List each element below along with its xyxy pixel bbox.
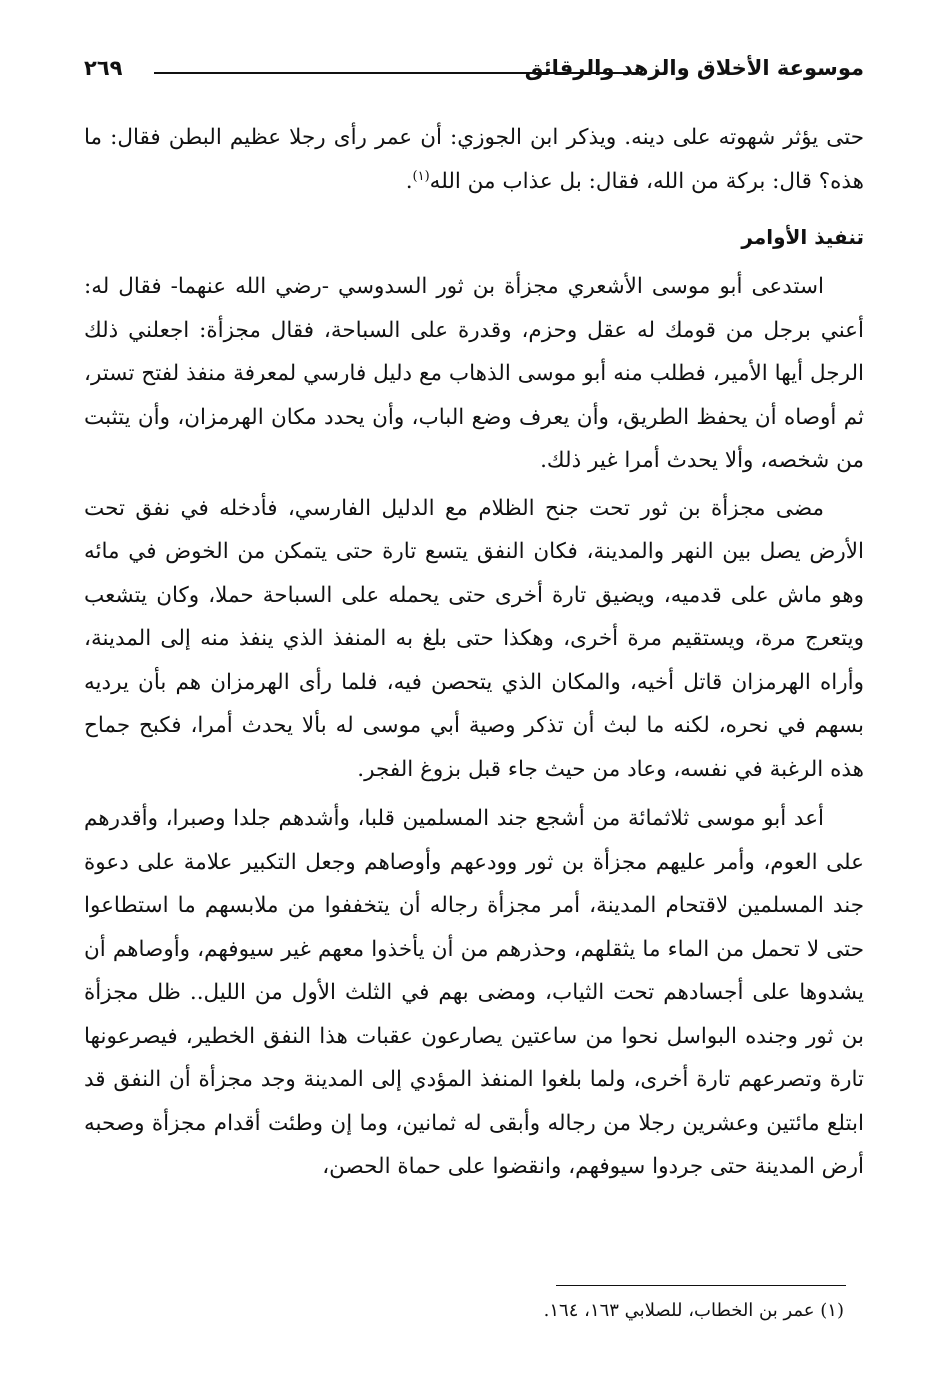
paragraph-1-text: حتى يؤثر شهوته على دينه. ويذكر ابن الجوزي: أن عمر رأى رجلا عظيم البطن فقال: ما هذه؟ قال: بركة من الله، فقال: بل عذاب من الله (84, 125, 864, 194)
paragraph-1-end: . (405, 168, 413, 194)
paragraph-3: مضى مجزأة بن ثور تحت جنح الظلام مع الدليل الفارسي، فأدخله في نفق تحت الأرض يصل بين النهر والمدينة، فكان النفق يتسع تارة حتى يتمكن من الخوض في مائه وهو ماش على قدميه، ويضيق تارة أخرى حتى يحمله على السباحة حملا، وكان يتشعب ويتعرج مرة، ويستقيم مرة أخرى، وهكذا حتى بلغ به المنفذ الذي ينفذ منه إلى المدينة، وأراه الهرمزان قاتل أخيه، والمكان الذي يتحصن فيه، فلما رأى الهرمزان هم بأن يرديه بسهم في نحره، لكنه ما لبث أن تذكر وصية أبي موسى له بألا يحدث أمرا، فكبح جماح هذه الرغبة في نفسه، وعاد من حيث جاء قبل بزوغ الفجر. (84, 495, 864, 782)
paragraph-1 (84, 116, 864, 203)
running-title: موسوعة الأخلاق والزهد والرقائق (524, 56, 864, 80)
footnote: (١) عمر بن الخطاب، للصلابي ١٦٣، ١٦٤. (543, 1300, 844, 1321)
page-number: ٢٦٩ (84, 56, 123, 80)
footnote-reference: (١) (412, 168, 430, 184)
paragraph-4: أعد أبو موسى ثلاثمائة من أشجع جند المسلمين قلبا، وأشدهم جلدا وصبرا، وأقدرهم على العوم، وأمر عليهم مجزأة بن ثور وودعهم وأوصاهم وجعل التكبير علامة على دعوة جند المسلمين لاقتحام المدينة، أمر مجزأة رجاله أن يتخففوا من ملابسهم ما استطاعوا حتى لا تحمل من الماء ما يثقلهم، وحذرهم من أن يأخذوا معهم غير سيوفهم، وأوصاهم أن يشدوها على أجسادهم تحت الثياب، ومضى بهم في الثلث الأول من الليل.. ظل مجزأة بن ثور وجنده البواسل نحوا من ساعتين يصارعون عقبات هذا النفق الخطير، فيصرعونها تارة وتصرعهم تارة أخرى، ولما بلغوا المنفذ المؤدي إلى المدينة وجد مجزأة أن النفق قد ابتلع مائتين وعشرين رجلا من رجاله وأبقى له ثمانين، وما إن وطئت أقدام مجزأة وصحبه أرض المدينة حتى جردوا سيوفهم، وانقضوا على حماة الحصن، (84, 806, 864, 1179)
section-heading: تنفيذ الأوامر (741, 225, 864, 249)
footnote-rule (556, 1285, 846, 1286)
body-text (84, 116, 864, 1189)
page-header (84, 50, 864, 90)
paragraph-2: استدعى أبو موسى الأشعري مجزأة بن ثور السدوسي -رضي الله عنهما- فقال له: أعني برجل من قومك له عقل وحزم، وقدرة على السباحة، فقال مجزأة: اجعلني ذلك الرجل أيها الأمير، فطلب منه أبو موسى الذهاب مع دليل فارسي لمعرفة منفذ لفتح تستر، ثم أوصاه أن يحفظ الطريق، وأن يعرف وضع الباب، وأن يحدد مكان الهرمزان، وأن يتثبت من شخصه، وألا يحدث أمرا غير ذلك. (84, 274, 864, 473)
